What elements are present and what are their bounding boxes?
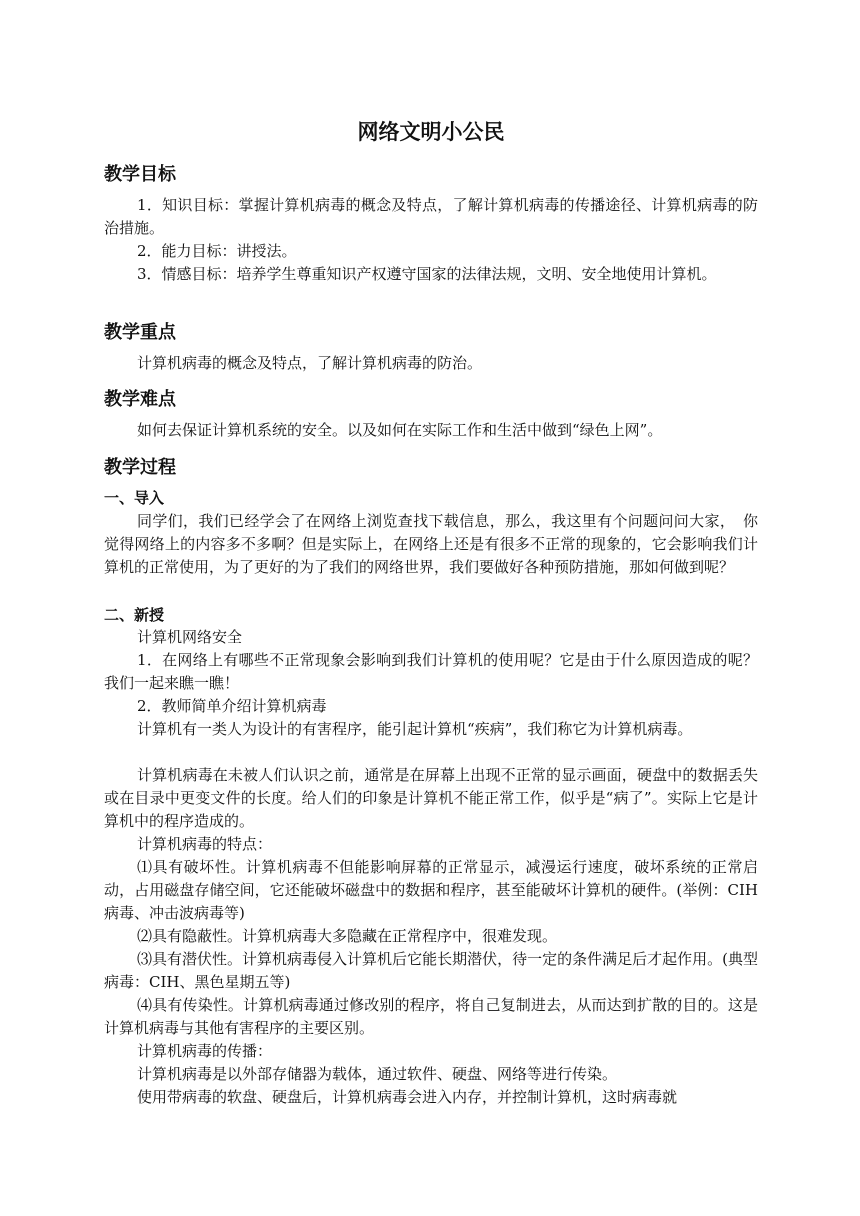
goals-paragraph-1: 1．知识目标：掌握计算机病毒的概念及特点，了解计算机病毒的传播途径、计算机病毒的防治措施。 xyxy=(104,196,758,237)
difficulty-paragraph: 如何去保证计算机系统的安全。以及如何在实际工作和生活中做到“绿色上网”。 xyxy=(137,421,663,439)
key-paragraph: 计算机病毒的概念及特点，了解计算机病毒的防治。 xyxy=(137,354,483,372)
subheading-intro: 一、导入 xyxy=(104,489,165,507)
heading-key-points: 教学重点 xyxy=(104,322,176,343)
new-paragraph-11: 计算机病毒的传播： xyxy=(137,1042,273,1060)
new-paragraph-12: 计算机病毒是以外部存储器为载体，通过软件、硬盘、网络等进行传染。 xyxy=(137,1065,618,1083)
new-paragraph-6: 计算机病毒的特点： xyxy=(137,835,273,853)
new-paragraph-13: 使用带病毒的软盘、硬盘后，计算机病毒会进入内存，并控制计算机，这时病毒就 xyxy=(137,1088,678,1106)
new-paragraph-3: 2．教师简单介绍计算机病毒 xyxy=(137,697,327,715)
new-paragraph-2: 1．在网络上有哪些不正常现象会影响到我们计算机的使用呢？它是由于什么原因造成的呢？我们一起来瞧一瞧！ xyxy=(104,651,758,692)
heading-difficulty: 教学难点 xyxy=(104,389,176,410)
goals-paragraph-2: 2．能力目标：讲授法。 xyxy=(137,242,297,260)
heading-goals: 教学目标 xyxy=(104,164,176,185)
new-paragraph-4: 计算机有一类人为设计的有害程序，能引起计算机“疾病”，我们称它为计算机病毒。 xyxy=(137,720,693,738)
new-paragraph-1: 计算机网络安全 xyxy=(137,628,243,646)
new-paragraph-5: 计算机病毒在未被人们认识之前，通常是在屏幕上出现不正常的显示画面，硬盘中的数据丢失或在目录中更变文件的长度。给人们的印象是计算机不能正常工作，似乎是“病了”。实际上它是计算机中的程序造成的。 xyxy=(104,766,758,830)
subheading-new: 二、新授 xyxy=(104,606,165,624)
new-paragraph-9: ⑶具有潜伏性。计算机病毒侵入计算机后它能长期潜伏，待一定的条件满足后才起作用。(典型病毒：CIH、黑色星期五等) xyxy=(104,950,758,991)
heading-process: 教学过程 xyxy=(104,457,176,478)
new-paragraph-7: ⑴具有破坏性。计算机病毒不但能影响屏幕的正常显示，减漫运行速度，破坏系统的正常启动，占用磁盘存储空间，它还能破坏磁盘中的数据和程序，甚至能破坏计算机的硬件。(举例：CIH病毒、冲击波病毒等) xyxy=(104,858,758,922)
new-paragraph-10: ⑷具有传染性。计算机病毒通过修改别的程序，将自己复制进去，从而达到扩散的目的。这是计算机病毒与其他有害程序的主要区别。 xyxy=(104,996,758,1037)
document-title: 网络文明小公民 xyxy=(357,120,505,144)
goals-paragraph-3: 3．情感目标：培养学生尊重知识产权遵守国家的法律法规，文明、安全地使用计算机。 xyxy=(137,265,717,283)
intro-paragraph: 同学们，我们已经学会了在网络上浏览查找下载信息，那么，我这里有个问题问问大家， 你觉得网络上的内容多不多啊？但是实际上，在网络上还是有很多不正常的现象的，它会影响我们计算机的正常使用，为了更好的为了我们的网络世界，我们要做好各种预防措施，那如何做到呢？ xyxy=(104,512,758,576)
new-paragraph-8: ⑵具有隐蔽性。计算机病毒大多隐藏在正常程序中，很难发现。 xyxy=(137,927,558,945)
